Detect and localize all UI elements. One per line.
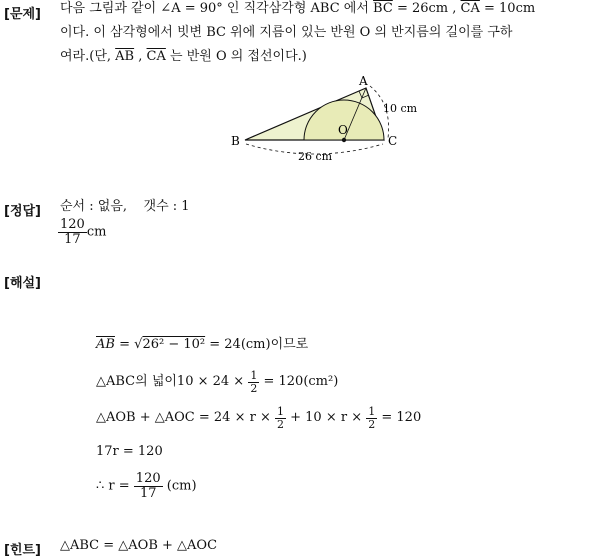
eq-2 — [96, 370, 338, 394]
answer-line-1: 순서 : 없음, 갯수 : 1 — [60, 199, 190, 214]
eq-1 — [96, 334, 308, 356]
triangle-figure — [0, 72, 592, 172]
eq-2-num: 1 — [250, 369, 258, 382]
eq-2-b: = 120(cm²) — [263, 374, 339, 390]
problem-line-3-a: 여라.(단, — [60, 49, 112, 64]
eq-3-num-2: 1 — [368, 405, 376, 418]
eq-3-fraction-1 — [275, 406, 286, 430]
answer-numerator: 120 — [60, 217, 85, 232]
problem-line-1 — [60, 0, 535, 20]
answer-value — [58, 218, 106, 246]
eq-1-ab: $\overline{AB}$ — [96, 337, 115, 352]
eq-3-c: = 120 — [381, 410, 422, 426]
hint-text: △ABC = △AOB + △AOC — [60, 538, 218, 553]
eq-3-num-1: 1 — [276, 405, 284, 418]
problem-label: [문제] — [4, 7, 41, 22]
segment-bc: $\overline{BC}$ — [373, 1, 393, 16]
problem-line-2: 이다. 이 삼각형에서 빗변 BC 위에 지름이 있는 반원 O 의 반지름의 길이를 구하 — [60, 25, 513, 40]
label-a: A — [359, 74, 368, 88]
problem-line-1-b: = 26cm , — [396, 1, 457, 16]
eq-5-b: (cm) — [166, 478, 197, 494]
problem-line-3-b: 는 반원 O 의 접선이다.) — [170, 49, 307, 64]
eq-5-den: 17 — [139, 485, 157, 501]
eq-3-a: △AOB + △AOC = 24 × r × — [96, 410, 271, 426]
explanation-label: [해설] — [4, 276, 41, 291]
center-o-dot — [342, 138, 346, 142]
answer-label: [정답] — [4, 204, 41, 219]
label-c: C — [388, 134, 398, 148]
answer-denominator: 17 — [64, 231, 81, 247]
eq-3-den-2: 2 — [368, 417, 376, 431]
eq-1-a: = — [119, 337, 130, 352]
segment-ca: $\overline{CA}$ — [460, 1, 480, 16]
hint-label: [힌트] — [4, 543, 41, 558]
segment-ab: $\overline{AB}$ — [115, 49, 135, 64]
eq-1-radicand: 26² − 10² — [142, 337, 206, 352]
eq-3-fraction-2 — [366, 406, 377, 430]
eq-2-a: △ABC의 넓이10 × 24 × — [96, 374, 245, 390]
answer-unit: cm — [86, 224, 107, 240]
eq-1-b: = 24(cm)이므로 — [209, 337, 309, 352]
eq-2-fraction — [248, 370, 259, 394]
answer-fraction — [58, 218, 87, 246]
eq-3-b: + 10 × r × — [290, 410, 363, 426]
sqrt-sign: √ — [134, 337, 143, 352]
length-bc: 26 cm — [298, 150, 333, 163]
eq-4: 17r = 120 — [96, 444, 163, 459]
label-b: B — [231, 134, 240, 148]
eq-3-den-1: 2 — [276, 417, 284, 431]
eq-5 — [96, 472, 197, 500]
problem-line-3-comma: , — [138, 49, 143, 64]
problem-line-1-a: 다음 그림과 같이 ∠A = 90° 인 직각삼각형 ABC 에서 — [60, 1, 369, 16]
eq-2-den: 2 — [250, 381, 258, 395]
eq-5-num: 120 — [135, 471, 161, 486]
eq-3 — [96, 406, 421, 430]
eq-5-a: ∴ r = — [96, 478, 130, 494]
problem-line-1-c: = 10cm — [484, 1, 536, 16]
problem-line-3 — [60, 46, 307, 68]
label-o: O — [338, 123, 348, 137]
eq-5-fraction — [134, 472, 163, 500]
segment-ca-2: $\overline{CA}$ — [146, 49, 166, 64]
length-ca: 10 cm — [383, 102, 418, 115]
